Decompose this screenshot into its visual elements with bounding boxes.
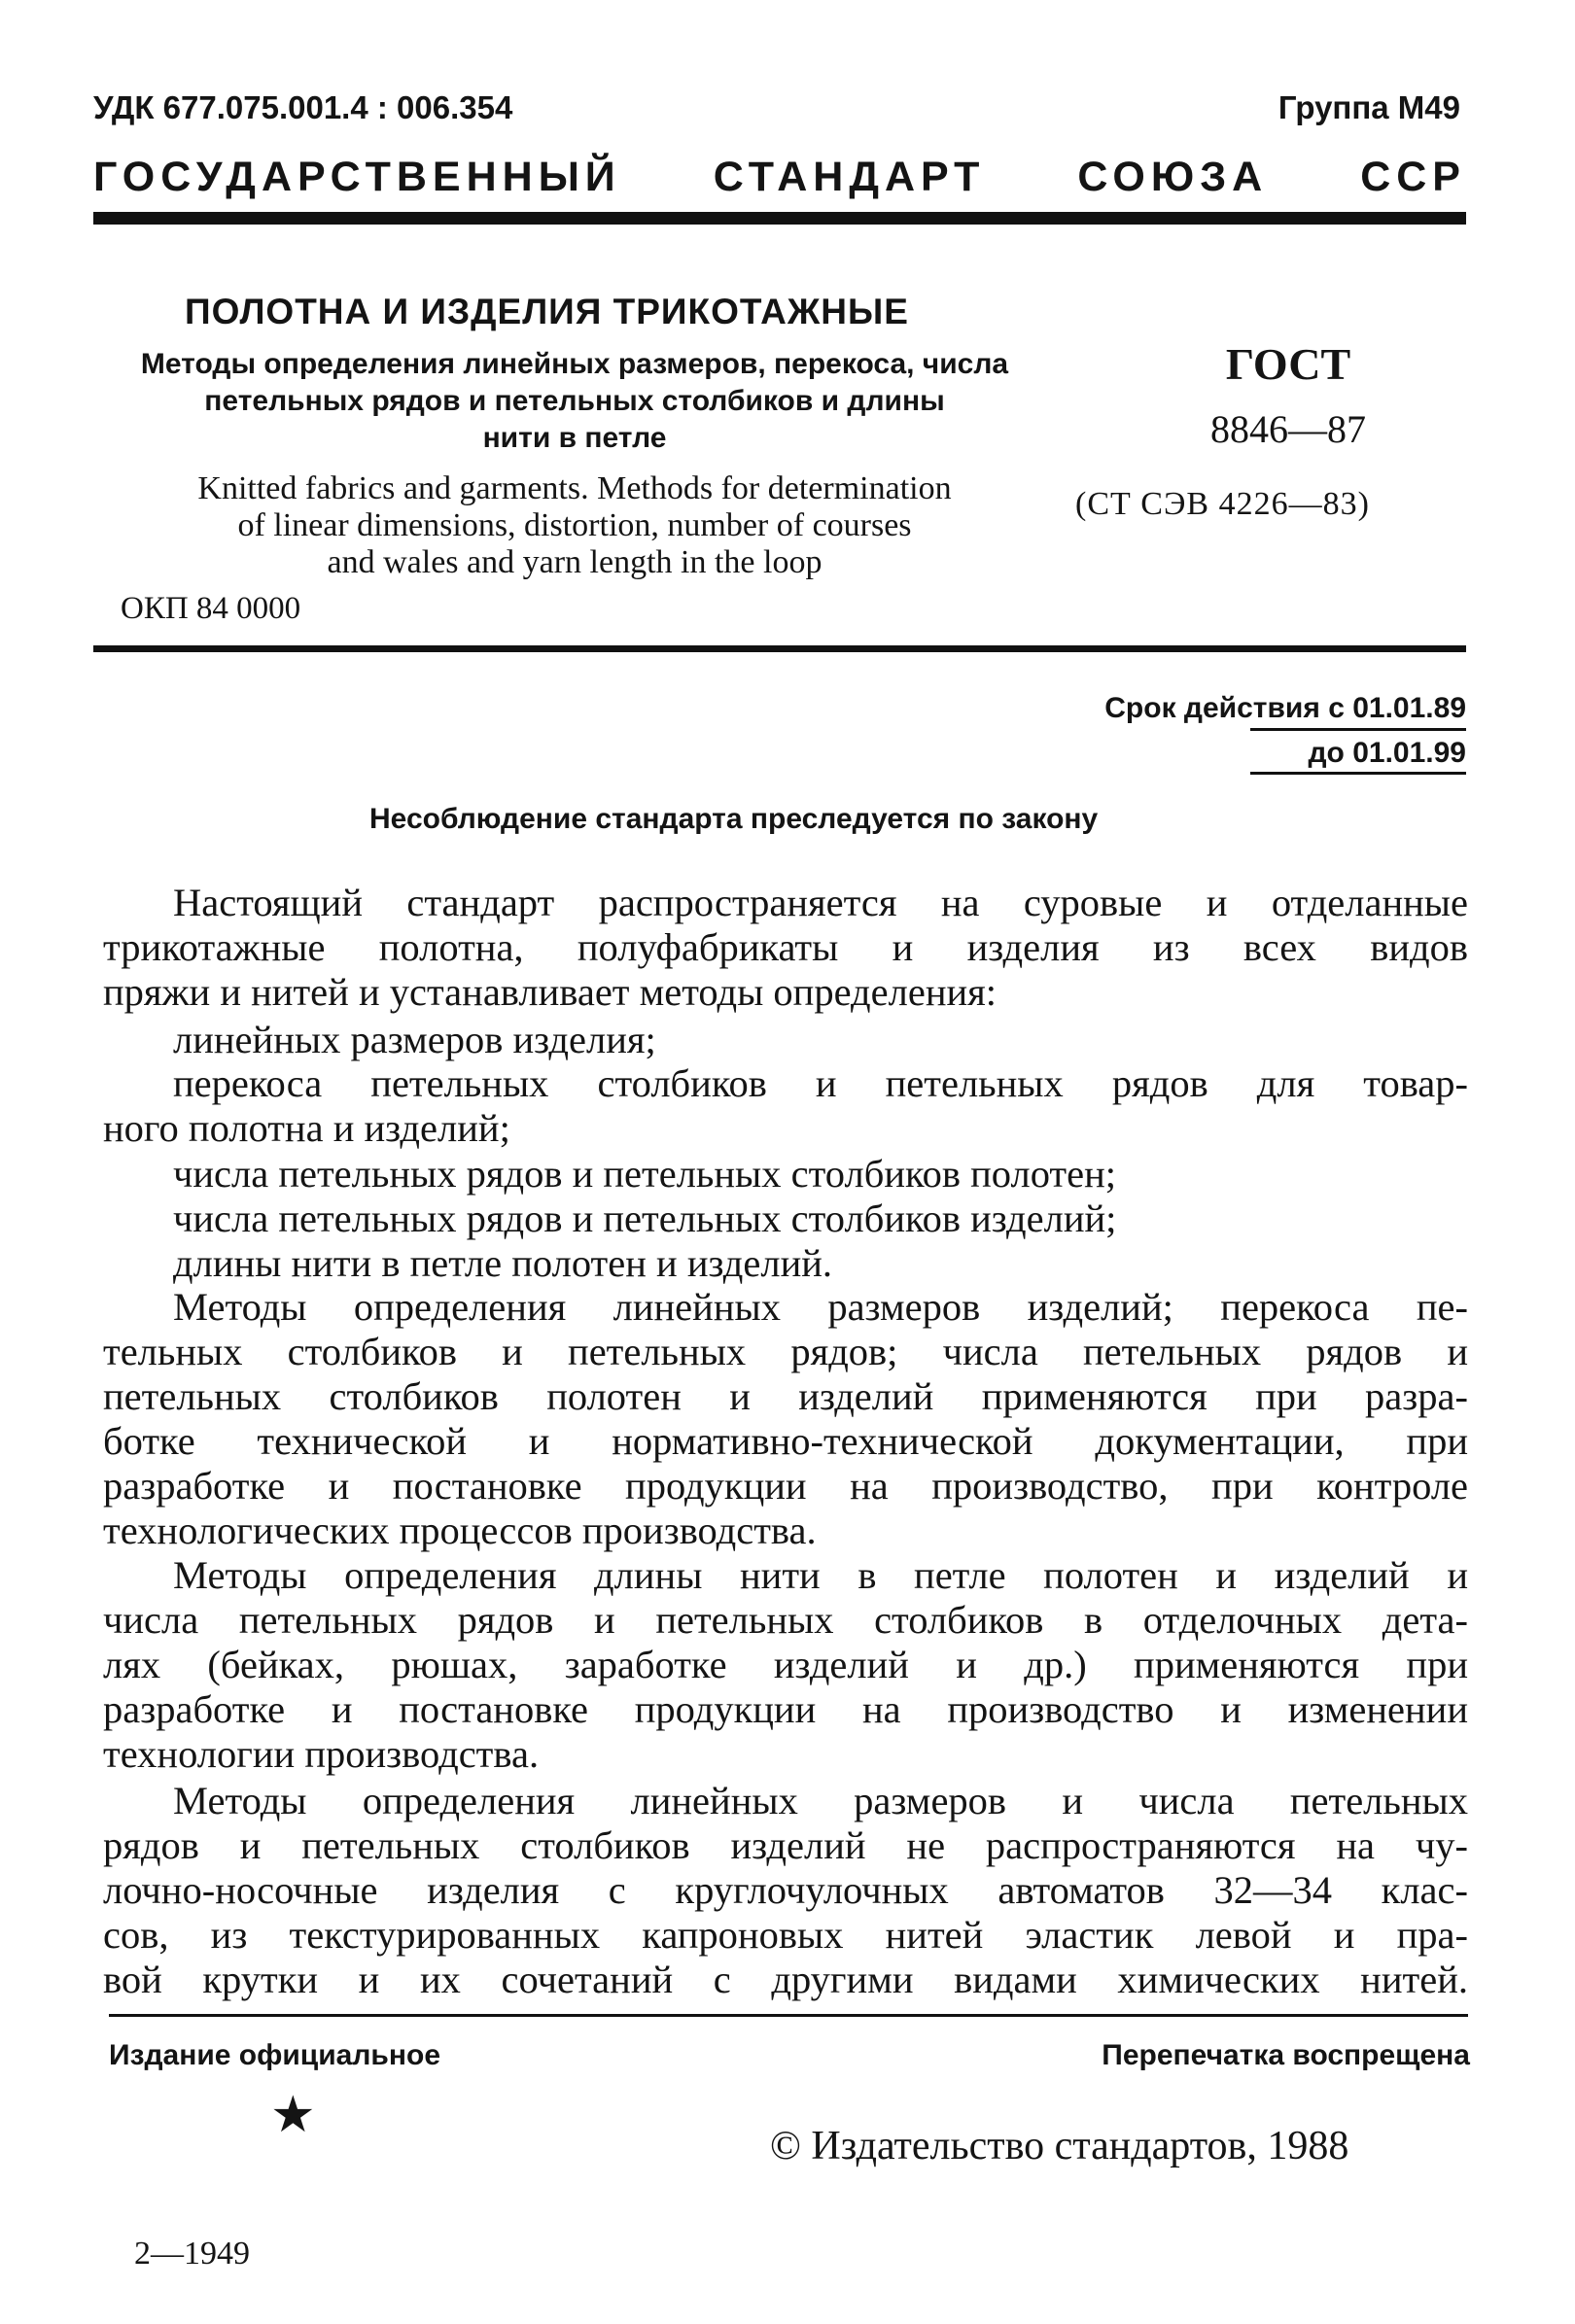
text-line: Настоящий стандарт распространяется на суровые и отделанные xyxy=(173,881,1468,924)
text-line: лях (бейках, рюшах, заработке изделий и др.) применяются при xyxy=(103,1643,1468,1686)
document-subtitle xyxy=(93,346,1056,457)
text-line: ботке технической и нормативно-технической документации, при xyxy=(103,1419,1468,1463)
text-line: перекоса петельных столбиков и петельных рядов для товар- xyxy=(173,1061,1468,1105)
text-line: технологии производства. xyxy=(103,1732,540,1776)
list-item xyxy=(103,1061,1468,1151)
no-reprint-note: Перепечатка воспрещена xyxy=(1102,2039,1470,2071)
text-line: пряжи и нитей и устанавливает методы определения: xyxy=(103,970,998,1014)
validity-underline xyxy=(1250,728,1466,731)
text-line: тельных столбиков и петельных рядов; числа петельных рядов и xyxy=(103,1330,1468,1373)
list-item: длины нити в петле полотен и изделий. xyxy=(173,1241,833,1285)
text-line: петельных столбиков полотен и изделий применяются при разра- xyxy=(103,1374,1468,1418)
list-item: числа петельных рядов и петельных столбиков полотен; xyxy=(173,1152,1117,1196)
group-code: Группа М49 xyxy=(1278,89,1460,125)
validity-underline xyxy=(1250,772,1466,775)
okp-code: ОКП 84 0000 xyxy=(121,591,301,626)
subtitle-line: нити в петле xyxy=(482,422,667,454)
copyright-notice: © Издательство стандартов, 1988 xyxy=(770,2124,1349,2168)
header-rule xyxy=(93,212,1466,225)
gost-label: ГОСТ xyxy=(1225,339,1351,389)
english-title xyxy=(93,470,1056,581)
text-line: разработке и постановке продукции на производство, при контроле xyxy=(103,1464,1468,1508)
list-item: линейных размеров изделия; xyxy=(173,1018,656,1061)
validity-from: Срок действия с 01.01.89 xyxy=(1104,692,1466,724)
star-icon: ★ xyxy=(270,2088,316,2143)
document-title: ПОЛОТНА И ИЗДЕЛИЯ ТРИКОТАЖНЫЕ xyxy=(185,292,909,331)
yarn-length-paragraph xyxy=(103,1553,1468,1777)
udk-code: УДК 677.075.001.4 : 006.354 xyxy=(93,89,513,125)
legal-warning: Несоблюдение стандарта преследуется по закону xyxy=(369,803,1099,835)
gost-number: 8846—87 xyxy=(1210,407,1366,451)
official-edition-note: Издание официальное xyxy=(109,2039,441,2071)
subtitle-line: Методы определения линейных размеров, перекоса, числа xyxy=(140,348,1009,380)
text-line: рядов и петельных столбиков изделий не распространяются на чу- xyxy=(103,1823,1468,1867)
list-item: числа петельных рядов и петельных столбиков изделий; xyxy=(173,1197,1117,1240)
text-line: сов, из текстурированных капроновых нитей эластик левой и пра- xyxy=(103,1913,1468,1957)
text-line: ного полотна и изделий; xyxy=(103,1106,510,1150)
footer-rule xyxy=(109,2014,1468,2017)
english-title-line: and wales and yarn length in the loop xyxy=(327,544,822,580)
validity-to: до 01.01.99 xyxy=(1308,737,1466,769)
text-line: Методы определения длины нити в петле полотен и изделий и xyxy=(173,1553,1468,1597)
text-line: вой крутки и их сочетаний с другими видами химических нитей. xyxy=(103,1958,1468,2001)
intro-paragraph xyxy=(103,881,1468,1015)
text-line: разработке и постановке продукции на производство и изменении xyxy=(103,1687,1468,1731)
text-line: трикотажные полотна, полуфабрикаты и изделия из всех видов xyxy=(103,925,1468,969)
text-line: технологических процессов производства. xyxy=(103,1509,817,1552)
state-standard-heading: ГОСУДАРСТВЕННЫЙ СТАНДАРТ СОЮЗА ССР xyxy=(93,154,1466,200)
title-rule xyxy=(93,645,1466,652)
page-code: 2—1949 xyxy=(134,2236,250,2272)
methods-paragraph xyxy=(103,1285,1468,1553)
text-line: лочно-носочные изделия с круглочулочных автоматов 32—34 клас- xyxy=(103,1868,1468,1912)
text-line: числа петельных рядов и петельных столбиков в отделочных дета- xyxy=(103,1598,1468,1642)
english-title-line: of linear dimensions, distortion, number of courses xyxy=(237,507,912,543)
cmea-standard: (СТ СЭВ 4226—83) xyxy=(1075,486,1370,522)
text-line: Методы определения линейных размеров изделий; перекоса пе- xyxy=(173,1285,1468,1329)
text-line: Методы определения линейных размеров и числа петельных xyxy=(173,1779,1468,1822)
exclusions-paragraph xyxy=(103,1779,1468,2002)
english-title-line: Knitted fabrics and garments. Methods for determination xyxy=(197,470,952,506)
subtitle-line: петельных рядов и петельных столбиков и длины xyxy=(204,385,945,417)
